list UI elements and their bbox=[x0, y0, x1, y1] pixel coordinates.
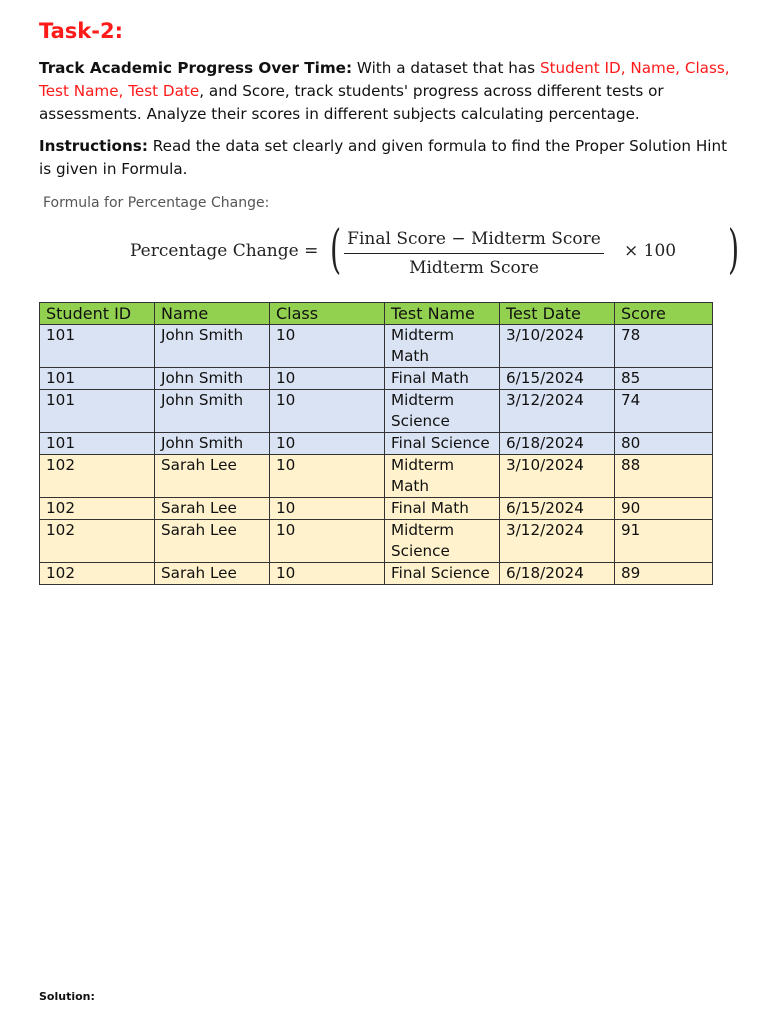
formula-left-paren: ( bbox=[330, 220, 342, 280]
cell-class: 10 bbox=[270, 368, 385, 390]
formula-right-paren: ) bbox=[728, 220, 740, 280]
table-row bbox=[40, 325, 713, 368]
table-row bbox=[40, 563, 713, 585]
cell-test-name: Midterm Science bbox=[385, 390, 500, 433]
cell-student-id: 101 bbox=[40, 390, 155, 433]
cell-test-name: Midterm Math bbox=[385, 325, 500, 368]
percentage-change-formula bbox=[130, 220, 740, 282]
formula-fraction bbox=[344, 226, 604, 281]
formula-denominator: Midterm Score bbox=[409, 258, 539, 278]
cell-test-name: Final Math bbox=[385, 368, 500, 390]
description-text-2: , and Score, track students' progress across different tests or assessments. Analyze their scores in different subjects calculating percentage. bbox=[39, 82, 664, 123]
cell-name: Sarah Lee bbox=[155, 563, 270, 585]
table-row bbox=[40, 433, 713, 455]
cell-name: John Smith bbox=[155, 368, 270, 390]
cell-class: 10 bbox=[270, 498, 385, 520]
cell-class: 10 bbox=[270, 433, 385, 455]
formula-numerator: Final Score − Midterm Score bbox=[347, 229, 601, 249]
description-label: Track Academic Progress Over Time: bbox=[39, 59, 353, 77]
cell-test-name: Final Science bbox=[385, 563, 500, 585]
cell-student-id: 102 bbox=[40, 498, 155, 520]
cell-class: 10 bbox=[270, 455, 385, 498]
header-test-date: Test Date bbox=[500, 303, 615, 325]
table-row bbox=[40, 368, 713, 390]
cell-name: Sarah Lee bbox=[155, 520, 270, 563]
cell-name: John Smith bbox=[155, 433, 270, 455]
header-name: Name bbox=[155, 303, 270, 325]
cell-test-date: 3/10/2024 bbox=[500, 325, 615, 368]
cell-score: 91 bbox=[615, 520, 713, 563]
task-description bbox=[39, 57, 739, 126]
table-header-row bbox=[40, 303, 713, 325]
description-highlight: Student ID, Name, Class, Test Name, Test Date bbox=[39, 59, 730, 100]
cell-test-date: 3/10/2024 bbox=[500, 455, 615, 498]
cell-student-id: 101 bbox=[40, 368, 155, 390]
cell-test-date: 6/18/2024 bbox=[500, 563, 615, 585]
cell-test-date: 3/12/2024 bbox=[500, 390, 615, 433]
cell-class: 10 bbox=[270, 520, 385, 563]
header-student-id: Student ID bbox=[40, 303, 155, 325]
cell-score: 89 bbox=[615, 563, 713, 585]
cell-name: John Smith bbox=[155, 325, 270, 368]
formula-caption: Formula for Percentage Change: bbox=[43, 195, 270, 211]
cell-score: 90 bbox=[615, 498, 713, 520]
cell-student-id: 102 bbox=[40, 455, 155, 498]
scores-table bbox=[39, 302, 713, 585]
cell-score: 74 bbox=[615, 390, 713, 433]
instructions-text: Read the data set clearly and given formula to find the Proper Solution Hint is given in Formula. bbox=[39, 137, 728, 178]
cell-name: John Smith bbox=[155, 390, 270, 433]
formula-lhs: Percentage Change = bbox=[130, 241, 319, 261]
formula-rhs: × 100 bbox=[624, 241, 677, 261]
cell-name: Sarah Lee bbox=[155, 498, 270, 520]
cell-test-date: 6/15/2024 bbox=[500, 368, 615, 390]
table-row bbox=[40, 520, 713, 563]
cell-score: 85 bbox=[615, 368, 713, 390]
header-score: Score bbox=[615, 303, 713, 325]
header-class: Class bbox=[270, 303, 385, 325]
cell-name: Sarah Lee bbox=[155, 455, 270, 498]
cell-test-name: Final Science bbox=[385, 433, 500, 455]
header-test-name: Test Name bbox=[385, 303, 500, 325]
solution-label: Solution: bbox=[39, 990, 95, 1003]
instructions bbox=[39, 135, 739, 181]
cell-test-date: 6/18/2024 bbox=[500, 433, 615, 455]
table-row bbox=[40, 390, 713, 433]
table-row bbox=[40, 455, 713, 498]
cell-score: 88 bbox=[615, 455, 713, 498]
cell-class: 10 bbox=[270, 563, 385, 585]
description-text-1: With a dataset that has bbox=[352, 59, 540, 77]
table-row bbox=[40, 498, 713, 520]
cell-score: 78 bbox=[615, 325, 713, 368]
cell-class: 10 bbox=[270, 325, 385, 368]
cell-test-date: 6/15/2024 bbox=[500, 498, 615, 520]
cell-score: 80 bbox=[615, 433, 713, 455]
cell-test-name: Midterm Science bbox=[385, 520, 500, 563]
cell-test-name: Midterm Math bbox=[385, 455, 500, 498]
cell-student-id: 102 bbox=[40, 520, 155, 563]
task-title: Task-2: bbox=[39, 19, 123, 43]
cell-test-date: 3/12/2024 bbox=[500, 520, 615, 563]
formula-fraction-bar bbox=[344, 253, 604, 254]
cell-student-id: 102 bbox=[40, 563, 155, 585]
cell-student-id: 101 bbox=[40, 325, 155, 368]
cell-student-id: 101 bbox=[40, 433, 155, 455]
cell-class: 10 bbox=[270, 390, 385, 433]
cell-test-name: Final Math bbox=[385, 498, 500, 520]
instructions-label: Instructions: bbox=[39, 137, 148, 155]
